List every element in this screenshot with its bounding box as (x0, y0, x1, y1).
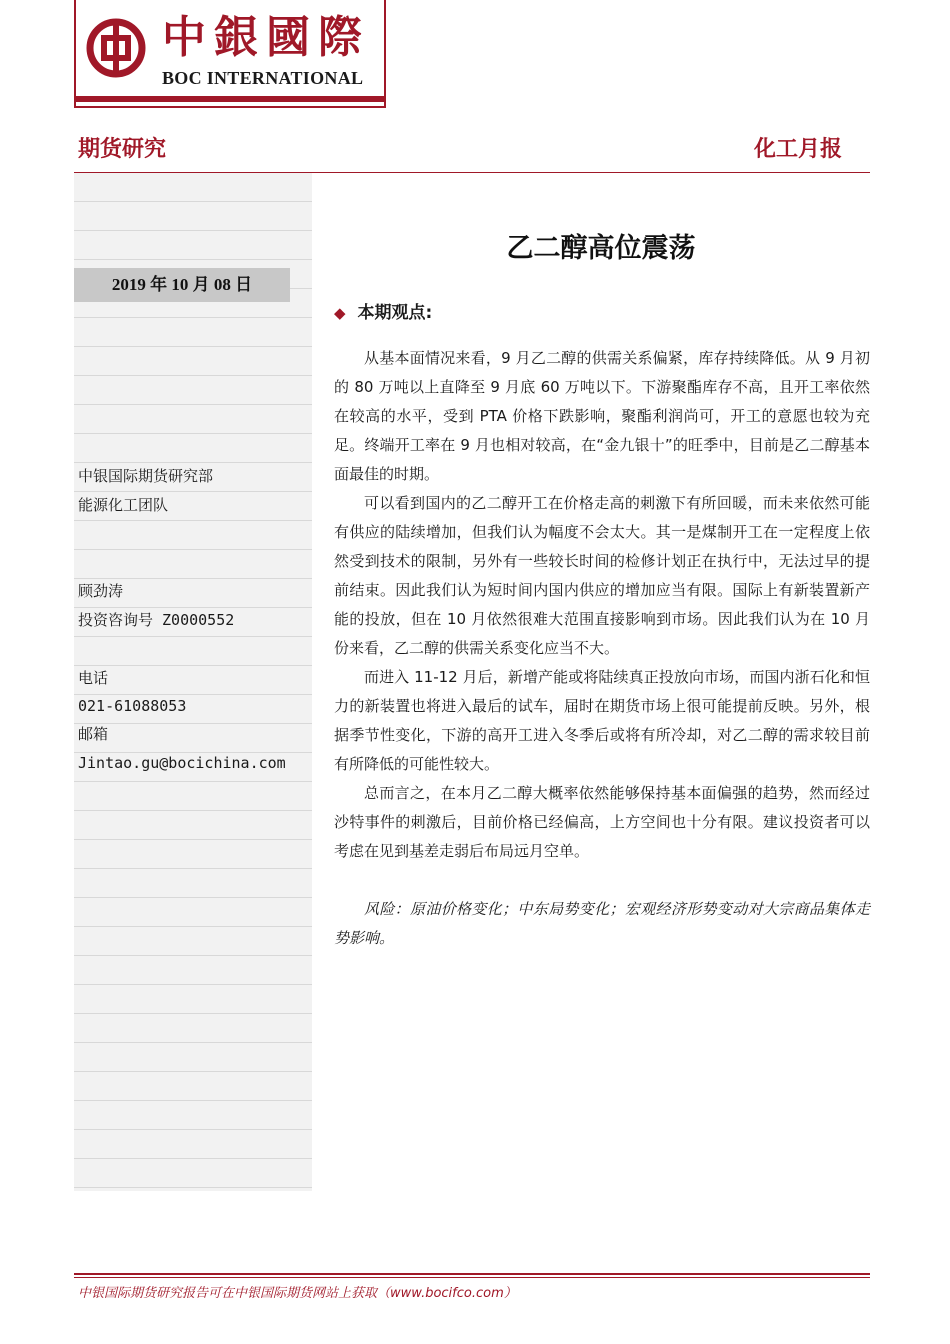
body-paragraph-3: 而进入 11-12 月后，新增产能或将陆续真正投放向市场，而国内浙石化和恒力的新装置也将进入最后的试车，届时在期货市场上很可能提前反映。另外，根据季节性变化，下游的高开工进入冬季后或将有所冷却，对乙二醇的需求较目前有所降低的可能性较大。 (334, 668, 870, 773)
analyst-name: 顾劲涛 (78, 582, 124, 600)
footer-note: 中银国际期货研究报告可在中银国际期货网站上获取（www.bocifco.com） (78, 1286, 517, 1301)
email-label: 邮箱 (78, 725, 109, 743)
boc-logo (74, 0, 386, 108)
phone-label: 电话 (78, 669, 109, 687)
report-type-label: 化工月报 (753, 137, 842, 162)
summary-heading-text: 本期观点: (357, 303, 433, 323)
report-body (334, 344, 870, 953)
footer-divider (74, 1273, 870, 1275)
logo-band (76, 96, 384, 102)
risk-note: 风险：原油价格变化；中东局势变化；宏观经济形势变动对大宗商品集体走势影响。 (334, 900, 870, 947)
body-paragraph-1: 从基本面情况来看，9 月乙二醇的供需关系偏紧，库存持续降低。从 9 月初的 80 万吨以上直降至 9 月底 60 万吨以下。下游聚酯库存不高，且开工率依然在较高的水平，受到 PTA 价格下跌影响，聚酯利润尚可，开工的意愿也较为充足。终端开工率在 9 月也相对较高，在“金九银十”的旺季中，目前是乙二醇基本面最佳的时期。 (334, 349, 870, 483)
email-link[interactable]: Jintao.gu@bocichina.com (78, 754, 286, 772)
body-paragraph-2: 可以看到国内的乙二醇开工在价格走高的刺激下有所回暖，而未来依然可能有供应的陆续增加，但我们认为幅度不会太大。其一是煤制开工在一定程度上依然受到技术的限制，另外有一些较长时间的检修计划正在执行中，无法过早的提前结束。因此我们认为短时间内国内供应的增加应当有限。国际上有新装置新产能的投放，但在 10 月依然很难大范围直接影响到市场。因此我们认为在 10 月份来看，乙二醇的供需关系变化应当不大。 (334, 494, 870, 657)
logo-chinese-name: 中銀國際 (162, 12, 370, 63)
summary-heading (334, 298, 432, 323)
section-label: 期货研究 (78, 137, 167, 162)
report-date: 2019 年 10 月 08 日 (74, 268, 290, 302)
sidebar-panel (74, 173, 312, 1191)
footer-divider-thin (74, 1277, 870, 1278)
research-dept: 中银国际期货研究部 (78, 467, 214, 485)
body-paragraph-4: 总而言之，在本月乙二醇大概率依然能够保持基本面偏强的趋势，然而经过沙特事件的刺激后，目前价格已经偏高，上方空间也十分有限。建议投资者可以考虑在见到基差走弱后布局远月空单。 (334, 784, 870, 860)
team-name: 能源化工团队 (78, 496, 169, 514)
diamond-bullet-icon: ◆ (334, 304, 346, 322)
boc-emblem-icon (86, 18, 146, 78)
phone-number: 021-61088053 (78, 697, 187, 715)
analyst-license: 投资咨询号 Z0000552 (78, 611, 235, 629)
logo-english-name: BOC INTERNATIONAL (162, 68, 364, 88)
report-title: 乙二醇高位震荡 (506, 233, 696, 264)
